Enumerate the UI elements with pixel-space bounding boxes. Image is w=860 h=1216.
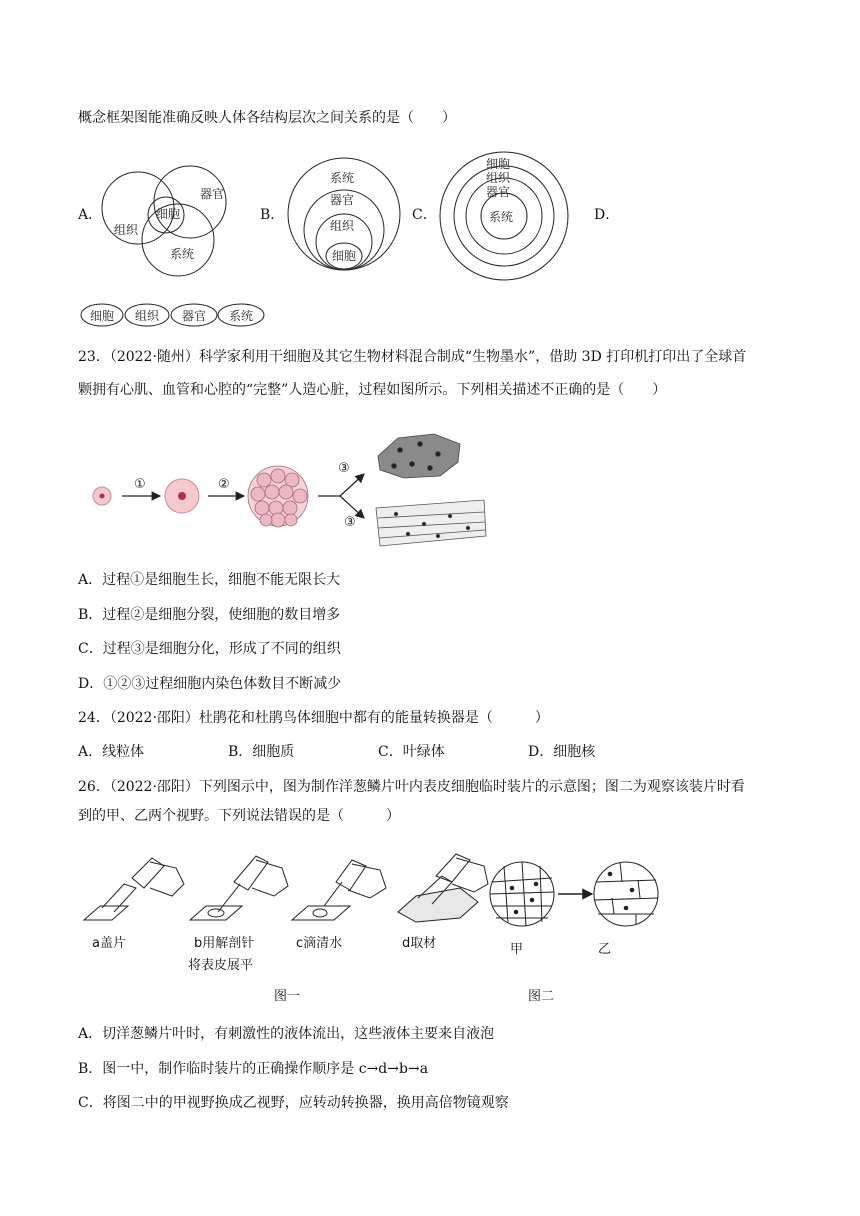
venn-a-label-tissue: 组织 <box>114 223 139 237</box>
step-b-label: b用解剖针 <box>194 936 255 951</box>
q23-option-c: C．过程③是细胞分化，形成了不同的组织 <box>78 641 341 657</box>
cell-cluster <box>248 466 308 527</box>
q24-stem: 24．（2022·邵阳）杜鹃花和杜鹃鸟体细胞中都有的能量转换器是（ ） <box>78 710 549 726</box>
nested-b-label-cell: 细胞 <box>332 249 357 263</box>
q23-option-a: A．过程①是细胞生长，细胞不能无限长大 <box>78 572 341 588</box>
q22-option-d-letter: D． <box>594 207 620 223</box>
view-jia-illustration <box>490 862 554 926</box>
concentric-c-label-cell: 细胞 <box>486 157 511 171</box>
q22-venn-diagram-a <box>100 160 240 275</box>
q22-stem: 概念框架图能准确反映人体各结构层次之间关系的是（ ） <box>78 110 456 126</box>
process-step-2-label: ② <box>218 477 230 492</box>
q22-chain-diagram-d <box>80 302 266 328</box>
q22-concentric-diagram-c <box>438 150 570 282</box>
nested-b-label-system: 系统 <box>330 171 355 185</box>
q26-option-b: B．图一中，制作临时装片的正确操作顺序是 c→d→b→a <box>78 1061 429 1077</box>
q26-stem-line2: 到的甲、乙两个视野。下列说法错误的是（ ） <box>78 808 400 824</box>
q24-option-d: D．细胞核 <box>528 744 596 760</box>
view-yi-label: 乙 <box>598 942 612 957</box>
q24-option-c: C．叶绿体 <box>378 744 445 760</box>
q26-stem-line1: 26．（2022·邵阳）下列图示中，图为制作洋葱鳞片叶内表皮细胞临时装片的示意图；图二为观察该装片时看 <box>78 779 745 795</box>
fig-1-caption: 图一 <box>274 989 301 1004</box>
q22-option-a-letter: A． <box>78 207 103 223</box>
step-b-illustration <box>190 856 288 920</box>
concentric-c-label-system: 系统 <box>489 210 514 224</box>
q26-option-a: A．切洋葱鳞片叶时，有刺激性的液体流出，这些液体主要来自液泡 <box>78 1026 495 1042</box>
venn-a-label-system: 系统 <box>170 247 195 261</box>
step-a-illustration <box>84 858 184 920</box>
chain-d-label-system: 系统 <box>229 309 254 323</box>
step-d-illustration <box>398 854 488 922</box>
q24-option-b: B．细胞质 <box>228 744 295 760</box>
q22-nested-diagram-b <box>286 158 406 276</box>
view-jia-label: 甲 <box>510 942 524 957</box>
fig-2-caption: 图二 <box>528 989 555 1004</box>
step-c-label: c滴清水 <box>296 936 343 951</box>
q23-process-figure <box>88 428 498 550</box>
q26-option-c: C．将图二中的甲视野换成乙视野，应转动转换器，换用高倍物镜观察 <box>78 1095 509 1111</box>
concentric-c-label-organ: 器官 <box>486 185 511 199</box>
nested-b-label-tissue: 组织 <box>330 219 355 233</box>
process-step-3a-label: ③ <box>338 461 350 476</box>
step-a-label: a盖片 <box>92 936 126 951</box>
q22-option-b-letter: B． <box>260 207 285 223</box>
step-c-illustration <box>292 860 386 920</box>
view-yi-illustration <box>594 862 658 926</box>
chain-d-label-organ: 器官 <box>182 309 207 323</box>
chain-d-label-cell: 细胞 <box>90 309 115 323</box>
q23-stem-line2: 颗拥有心肌、血管和心腔的“完整”人造心脏，过程如图所示。下列相关描述不正确的是（ ） <box>78 382 667 398</box>
tissue-type-2 <box>376 500 486 546</box>
q23-option-d: D．①②③过程细胞内染色体数目不断减少 <box>78 676 342 692</box>
process-step-1-label: ① <box>134 477 146 492</box>
step-b-label-2: 将表皮展平 <box>188 958 254 973</box>
step-d-label: d取材 <box>402 936 437 951</box>
q24-option-a: A．线粒体 <box>78 744 145 760</box>
q22-option-c-letter: C． <box>412 207 437 223</box>
q23-option-b: B．过程②是细胞分裂，使细胞的数目增多 <box>78 607 341 623</box>
q26-procedure-figure <box>80 848 640 930</box>
venn-a-label-organ: 器官 <box>200 187 225 201</box>
venn-a-label-cell: 细胞 <box>156 207 181 221</box>
tissue-type-1 <box>378 434 460 478</box>
q23-stem-line1: 23．（2022·随州）科学家利用干细胞及其它生物材料混合制成“生物墨水”，借助 3D 打印机打印出了全球首 <box>78 349 747 365</box>
chain-d-label-tissue: 组织 <box>135 309 160 323</box>
concentric-c-label-tissue: 组织 <box>486 171 511 185</box>
nested-b-label-organ: 器官 <box>330 193 355 207</box>
process-step-3b-label: ③ <box>344 515 356 530</box>
